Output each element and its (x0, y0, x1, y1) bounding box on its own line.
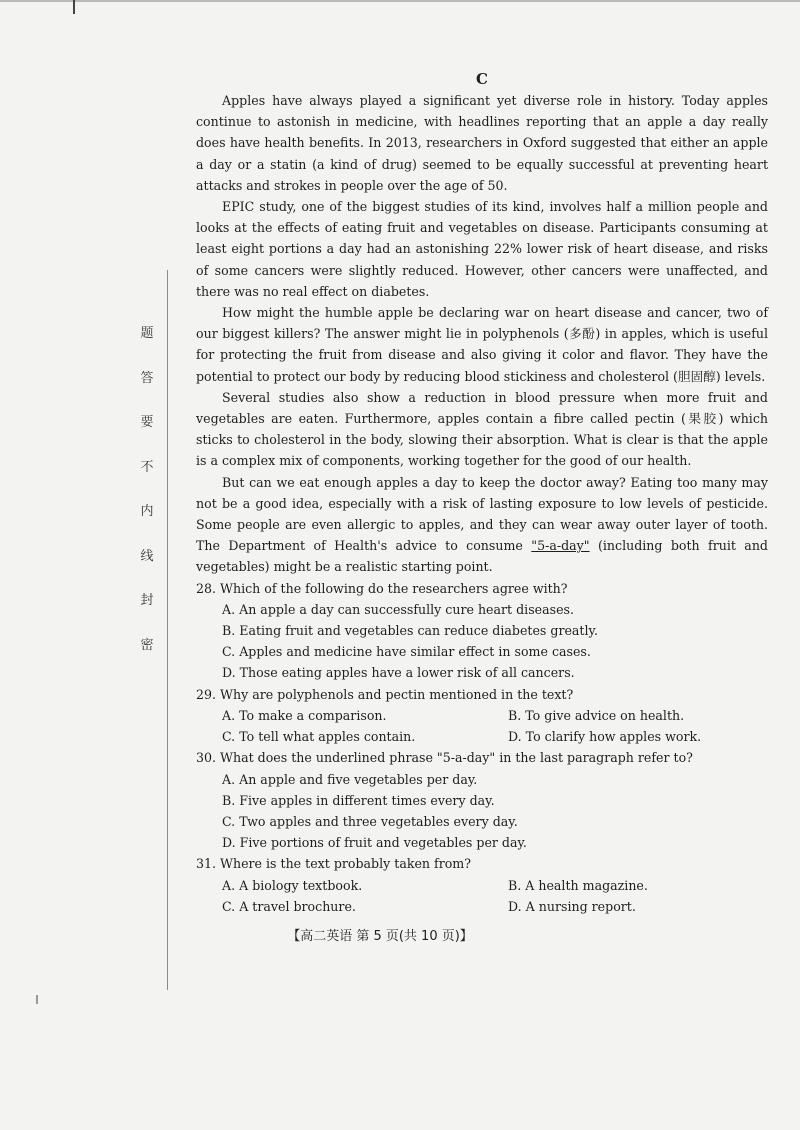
scan-speck (36, 995, 38, 1004)
option-d: D. A nursing report. (508, 898, 636, 914)
question-stem: 31. Where is the text probably taken from? (196, 856, 471, 872)
exam-content (196, 70, 768, 917)
options-row (196, 726, 768, 747)
option-b: B. Five apples in different times every day. (222, 792, 495, 808)
options-row (196, 705, 768, 726)
question-stem: 28. Which of the following do the researchers agree with? (196, 580, 568, 596)
option-d: D. Five portions of fruit and vegetables per day. (222, 835, 527, 851)
binding-char: 题 (140, 326, 154, 341)
top-edge (0, 0, 800, 2)
binding-char: 内 (140, 504, 154, 519)
binding-line (167, 270, 169, 990)
question-30 (196, 747, 768, 853)
option-b: B. To give advice on health. (508, 707, 685, 723)
paragraph-text: (including both fruit and vegetables) might be a realistic starting point. (196, 538, 768, 575)
passage-paragraph-1: Apples have always played a significant yet diverse role in history. Today apples continue to astonish in medicine, with headlines reporting that an apple a day really does have health benefits. In 2013, researchers in Oxford suggested that either an apple a day or a statin (a kind of drug) seemed to be equally successful at preventing heart attacks and strokes in people over the age of 50. (196, 93, 768, 193)
binding-char: 封 (140, 593, 154, 608)
question-31 (196, 853, 768, 917)
question-29 (196, 684, 768, 748)
option-d: D. To clarify how apples work. (508, 729, 702, 745)
binding-margin-text (139, 322, 155, 678)
option-c: C. A travel brochure. (222, 898, 356, 914)
option-b: B. Eating fruit and vegetables can reduce diabetes greatly. (222, 623, 598, 639)
underlined-phrase: "5-a-day" (531, 538, 590, 554)
binding-char: 要 (140, 415, 154, 430)
passage-paragraph-5 (196, 472, 768, 578)
passage-paragraph-4: Several studies also show a reduction in blood pressure when more fruit and vegetables are eaten. Furthermore, apples contain a fibre called pectin (果胶) which sticks to cholesterol in the body, slowing their absorption. What is clear is that the apple is a complex mix of components, working together for the good of our health. (196, 389, 768, 469)
question-stem: 30. What does the underlined phrase "5-a-day" in the last paragraph refer to? (196, 750, 693, 766)
binding-char: 线 (140, 548, 154, 564)
binding-char: 答 (140, 370, 154, 386)
binding-char: 密 (140, 637, 154, 653)
paragraph-text: But can we eat enough apples a day to keep the doctor away? Eating too many may not be a good idea, especially with a risk of lasting exposure to low levels of pesticide. Some people are even allergic to apples, and they can wear away outer layer of tooth. The Department of Health's advice to consume (196, 474, 768, 554)
option-a: A. An apple a day can successfully cure heart diseases. (222, 601, 574, 617)
options-row (196, 875, 768, 896)
option-d: D. Those eating apples have a lower risk of all cancers. (222, 665, 575, 681)
option-b: B. A health magazine. (508, 877, 648, 893)
section-title: C (476, 70, 488, 88)
question-28 (196, 578, 768, 684)
left-edge-mark (73, 0, 75, 14)
passage-paragraph-2: EPIC study, one of the biggest studies of its kind, involves half a million people and looks at the effects of eating fruit and vegetables on disease. Participants consuming at least eight portions a day had an astonishing 22% lower risk of heart disease, and risks of some cancers were slightly reduced. However, other cancers were unaffected, and there was no real effect on diabetes. (196, 199, 768, 299)
option-a: A. An apple and five vegetables per day. (222, 771, 478, 787)
option-c: C. Two apples and three vegetables every day. (222, 813, 518, 829)
option-a: A. A biology textbook. (222, 877, 363, 893)
option-c: C. Apples and medicine have similar effect in some cases. (222, 644, 591, 660)
binding-char: 不 (140, 459, 154, 475)
question-stem: 29. Why are polyphenols and pectin mentioned in the text? (196, 686, 574, 702)
option-c: C. To tell what apples contain. (222, 729, 416, 745)
options-row (196, 896, 768, 917)
option-a: A. To make a comparison. (222, 707, 387, 723)
passage-paragraph-3: How might the humble apple be declaring war on heart disease and cancer, two of our biggest killers? The answer might lie in polyphenols (多酚) in apples, which is useful for protecting the fruit from disease and also giving it color and flavor. They have the potential to protect our body by reducing blood stickiness and cholesterol (胆固醇) levels. (196, 305, 768, 384)
page-footer: 【高二英语 第 5 页(共 10 页)】 (287, 929, 473, 944)
